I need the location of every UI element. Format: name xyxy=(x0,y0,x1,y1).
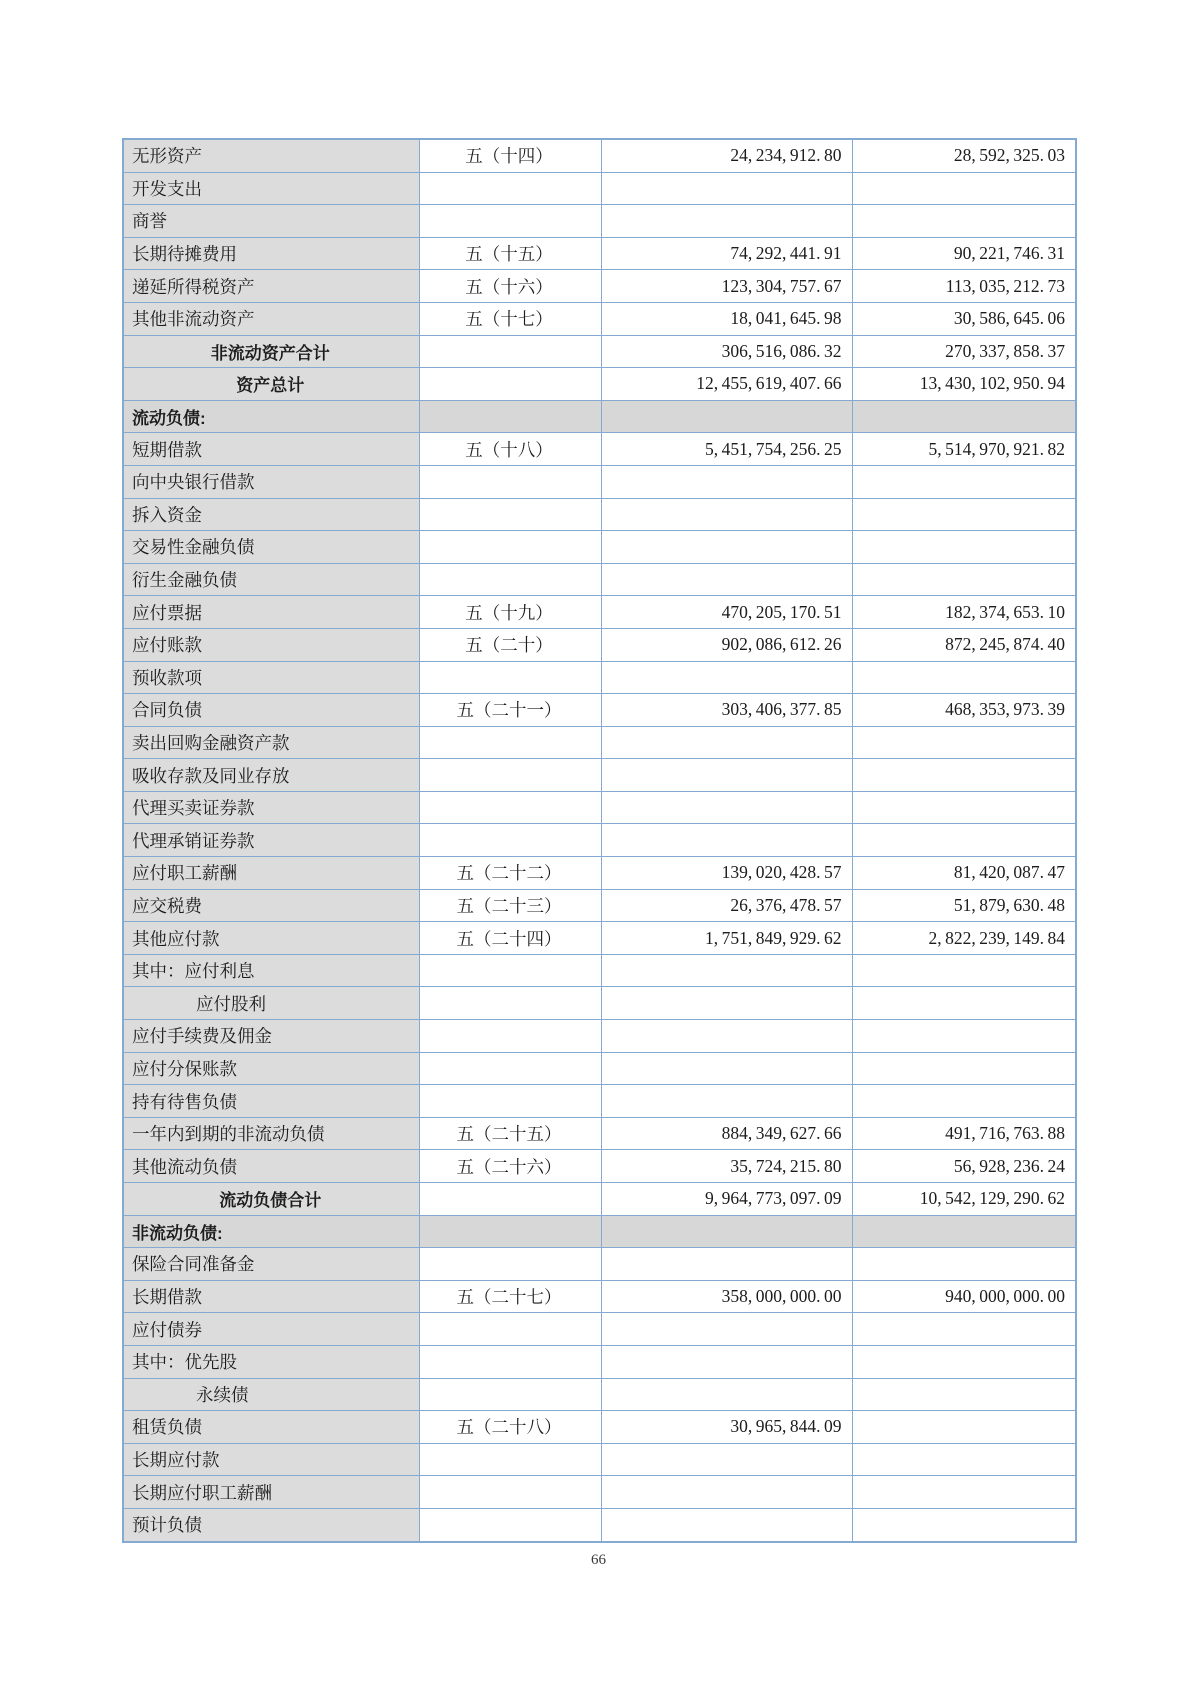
note-cell: 五（二十四） xyxy=(419,922,601,955)
amount-prior-cell xyxy=(852,465,1076,498)
amount-prior-cell xyxy=(852,1085,1076,1118)
amount-prior-cell xyxy=(852,791,1076,824)
amount-prior-cell xyxy=(852,400,1076,433)
item-cell: 永续债 xyxy=(123,1378,419,1411)
item-cell: 其他非流动资产 xyxy=(123,302,419,335)
note-cell: 五（二十六） xyxy=(419,1150,601,1183)
note-cell: 五（二十七） xyxy=(419,1280,601,1313)
amount-current-cell xyxy=(601,498,852,531)
balance-sheet-body xyxy=(123,139,1076,1542)
note-cell: 五（二十五） xyxy=(419,1117,601,1150)
amount-prior-cell: 30, 586, 645. 06 xyxy=(852,302,1076,335)
amount-prior-cell xyxy=(852,1313,1076,1346)
item-cell: 应付手续费及佣金 xyxy=(123,1020,419,1053)
total-row xyxy=(123,368,1076,401)
table-row xyxy=(123,1020,1076,1053)
table-row xyxy=(123,1085,1076,1118)
item-cell: 开发支出 xyxy=(123,172,419,205)
amount-prior-cell: 51, 879, 630. 48 xyxy=(852,889,1076,922)
amount-current-cell: 30, 965, 844. 09 xyxy=(601,1411,852,1444)
table-row xyxy=(123,1345,1076,1378)
table-row xyxy=(123,1313,1076,1346)
amount-current-cell: 18, 041, 645. 98 xyxy=(601,302,852,335)
note-cell: 五（二十三） xyxy=(419,889,601,922)
table-row xyxy=(123,302,1076,335)
note-cell xyxy=(419,1052,601,1085)
amount-prior-cell xyxy=(852,1476,1076,1509)
amount-current-cell xyxy=(601,205,852,238)
item-cell: 应付职工薪酬 xyxy=(123,857,419,890)
section-row xyxy=(123,400,1076,433)
table-row xyxy=(123,922,1076,955)
note-cell xyxy=(419,1248,601,1281)
note-cell xyxy=(419,824,601,857)
note-cell xyxy=(419,726,601,759)
table-row xyxy=(123,1411,1076,1444)
item-cell: 应付票据 xyxy=(123,596,419,629)
table-row xyxy=(123,857,1076,890)
amount-current-cell: 1, 751, 849, 929. 62 xyxy=(601,922,852,955)
amount-current-cell xyxy=(601,465,852,498)
item-cell: 其他流动负债 xyxy=(123,1150,419,1183)
note-cell: 五（二十八） xyxy=(419,1411,601,1444)
amount-current-cell xyxy=(601,726,852,759)
table-row xyxy=(123,889,1076,922)
item-cell: 商誉 xyxy=(123,205,419,238)
total-row xyxy=(123,1183,1076,1216)
note-cell: 五（十七） xyxy=(419,302,601,335)
item-cell: 长期应付职工薪酬 xyxy=(123,1476,419,1509)
table-row xyxy=(123,1476,1076,1509)
table-row xyxy=(123,1443,1076,1476)
item-cell: 向中央银行借款 xyxy=(123,465,419,498)
note-cell: 五（十四） xyxy=(419,139,601,172)
amount-prior-cell xyxy=(852,563,1076,596)
amount-current-cell: 9, 964, 773, 097. 09 xyxy=(601,1183,852,1216)
note-cell: 五（二十） xyxy=(419,628,601,661)
note-cell xyxy=(419,954,601,987)
table-row xyxy=(123,1052,1076,1085)
balance-sheet-table xyxy=(122,138,1077,1543)
item-cell: 短期借款 xyxy=(123,433,419,466)
amount-prior-cell: 5, 514, 970, 921. 82 xyxy=(852,433,1076,466)
amount-current-cell xyxy=(601,1508,852,1541)
item-cell: 应付分保账款 xyxy=(123,1052,419,1085)
amount-current-cell xyxy=(601,1345,852,1378)
note-cell xyxy=(419,759,601,792)
table-row xyxy=(123,987,1076,1020)
item-cell: 应付账款 xyxy=(123,628,419,661)
item-cell: 预计负债 xyxy=(123,1508,419,1541)
table-row xyxy=(123,1280,1076,1313)
table-row xyxy=(123,661,1076,694)
amount-current-cell xyxy=(601,563,852,596)
item-cell: 卖出回购金融资产款 xyxy=(123,726,419,759)
item-cell: 应付股利 xyxy=(123,987,419,1020)
amount-current-cell: 5, 451, 754, 256. 25 xyxy=(601,433,852,466)
table-row xyxy=(123,172,1076,205)
table-row xyxy=(123,694,1076,727)
item-cell: 交易性金融负债 xyxy=(123,531,419,564)
table-row xyxy=(123,1508,1076,1541)
amount-current-cell xyxy=(601,400,852,433)
item-cell: 非流动负债: xyxy=(123,1215,419,1248)
amount-current-cell xyxy=(601,759,852,792)
section-row xyxy=(123,1215,1076,1248)
amount-prior-cell xyxy=(852,824,1076,857)
item-cell: 其他应付款 xyxy=(123,922,419,955)
table-row xyxy=(123,531,1076,564)
note-cell: 五（十六） xyxy=(419,270,601,303)
amount-prior-cell xyxy=(852,987,1076,1020)
amount-current-cell: 35, 724, 215. 80 xyxy=(601,1150,852,1183)
table-row xyxy=(123,954,1076,987)
amount-current-cell xyxy=(601,1378,852,1411)
amount-current-cell: 902, 086, 612. 26 xyxy=(601,628,852,661)
amount-current-cell: 74, 292, 441. 91 xyxy=(601,237,852,270)
item-cell: 一年内到期的非流动负债 xyxy=(123,1117,419,1150)
amount-prior-cell: 491, 716, 763. 88 xyxy=(852,1117,1076,1150)
table-row xyxy=(123,596,1076,629)
amount-current-cell xyxy=(601,1443,852,1476)
note-cell xyxy=(419,531,601,564)
table-row xyxy=(123,563,1076,596)
amount-prior-cell: 182, 374, 653. 10 xyxy=(852,596,1076,629)
item-cell: 流动负债: xyxy=(123,400,419,433)
note-cell xyxy=(419,368,601,401)
item-cell: 预收款项 xyxy=(123,661,419,694)
item-cell: 吸收存款及同业存放 xyxy=(123,759,419,792)
amount-prior-cell xyxy=(852,498,1076,531)
amount-current-cell xyxy=(601,824,852,857)
amount-prior-cell xyxy=(852,1345,1076,1378)
amount-current-cell: 470, 205, 170. 51 xyxy=(601,596,852,629)
amount-prior-cell: 270, 337, 858. 37 xyxy=(852,335,1076,368)
amount-current-cell: 24, 234, 912. 80 xyxy=(601,139,852,172)
note-cell xyxy=(419,791,601,824)
amount-prior-cell xyxy=(852,1020,1076,1053)
item-cell: 应付债券 xyxy=(123,1313,419,1346)
amount-current-cell xyxy=(601,1313,852,1346)
table-row xyxy=(123,824,1076,857)
table-row xyxy=(123,433,1076,466)
table-row xyxy=(123,498,1076,531)
note-cell xyxy=(419,1378,601,1411)
amount-current-cell: 303, 406, 377. 85 xyxy=(601,694,852,727)
amount-current-cell xyxy=(601,1215,852,1248)
item-cell: 拆入资金 xyxy=(123,498,419,531)
note-cell: 五（二十二） xyxy=(419,857,601,890)
amount-prior-cell: 13, 430, 102, 950. 94 xyxy=(852,368,1076,401)
table-row xyxy=(123,1378,1076,1411)
table-row xyxy=(123,1248,1076,1281)
note-cell xyxy=(419,205,601,238)
item-cell: 合同负债 xyxy=(123,694,419,727)
item-cell: 非流动资产合计 xyxy=(123,335,419,368)
amount-current-cell xyxy=(601,661,852,694)
amount-prior-cell: 468, 353, 973. 39 xyxy=(852,694,1076,727)
note-cell xyxy=(419,465,601,498)
note-cell: 五（十八） xyxy=(419,433,601,466)
amount-current-cell xyxy=(601,791,852,824)
amount-current-cell: 884, 349, 627. 66 xyxy=(601,1117,852,1150)
note-cell xyxy=(419,1345,601,1378)
table-row xyxy=(123,139,1076,172)
item-cell: 租赁负债 xyxy=(123,1411,419,1444)
table-row xyxy=(123,237,1076,270)
note-cell: 五（十五） xyxy=(419,237,601,270)
item-cell: 持有待售负债 xyxy=(123,1085,419,1118)
amount-current-cell xyxy=(601,1085,852,1118)
note-cell xyxy=(419,1215,601,1248)
note-cell xyxy=(419,400,601,433)
table-row xyxy=(123,726,1076,759)
item-cell: 长期待摊费用 xyxy=(123,237,419,270)
note-cell xyxy=(419,987,601,1020)
item-cell: 流动负债合计 xyxy=(123,1183,419,1216)
total-row xyxy=(123,335,1076,368)
amount-prior-cell: 28, 592, 325. 03 xyxy=(852,139,1076,172)
amount-prior-cell: 81, 420, 087. 47 xyxy=(852,857,1076,890)
amount-prior-cell xyxy=(852,726,1076,759)
note-cell xyxy=(419,661,601,694)
amount-current-cell xyxy=(601,531,852,564)
amount-prior-cell xyxy=(852,205,1076,238)
table-row xyxy=(123,791,1076,824)
item-cell: 无形资产 xyxy=(123,139,419,172)
note-cell xyxy=(419,1020,601,1053)
amount-prior-cell xyxy=(852,759,1076,792)
item-cell: 其中：应付利息 xyxy=(123,954,419,987)
amount-current-cell xyxy=(601,172,852,205)
amount-current-cell xyxy=(601,1052,852,1085)
amount-prior-cell xyxy=(852,1378,1076,1411)
note-cell xyxy=(419,1476,601,1509)
table-row xyxy=(123,628,1076,661)
item-cell: 应交税费 xyxy=(123,889,419,922)
amount-prior-cell: 940, 000, 000. 00 xyxy=(852,1280,1076,1313)
amount-current-cell xyxy=(601,1476,852,1509)
amount-prior-cell xyxy=(852,1248,1076,1281)
table-row xyxy=(123,465,1076,498)
item-cell: 递延所得税资产 xyxy=(123,270,419,303)
amount-prior-cell xyxy=(852,1052,1076,1085)
item-cell: 资产总计 xyxy=(123,368,419,401)
note-cell xyxy=(419,1085,601,1118)
note-cell xyxy=(419,498,601,531)
note-cell xyxy=(419,1183,601,1216)
amount-current-cell: 358, 000, 000. 00 xyxy=(601,1280,852,1313)
item-cell: 代理买卖证券款 xyxy=(123,791,419,824)
amount-current-cell xyxy=(601,1020,852,1053)
item-cell: 长期应付款 xyxy=(123,1443,419,1476)
amount-prior-cell: 10, 542, 129, 290. 62 xyxy=(852,1183,1076,1216)
amount-prior-cell xyxy=(852,1411,1076,1444)
amount-prior-cell xyxy=(852,172,1076,205)
amount-current-cell: 123, 304, 757. 67 xyxy=(601,270,852,303)
item-cell: 代理承销证券款 xyxy=(123,824,419,857)
table-row xyxy=(123,1117,1076,1150)
note-cell xyxy=(419,1508,601,1541)
item-cell: 保险合同准备金 xyxy=(123,1248,419,1281)
table-row xyxy=(123,1150,1076,1183)
amount-current-cell xyxy=(601,954,852,987)
item-cell: 长期借款 xyxy=(123,1280,419,1313)
amount-current-cell xyxy=(601,1248,852,1281)
amount-current-cell: 12, 455, 619, 407. 66 xyxy=(601,368,852,401)
page-number: 66 xyxy=(591,1552,606,1568)
note-cell xyxy=(419,172,601,205)
amount-prior-cell xyxy=(852,661,1076,694)
amount-current-cell: 306, 516, 086. 32 xyxy=(601,335,852,368)
note-cell xyxy=(419,1313,601,1346)
table-row xyxy=(123,270,1076,303)
amount-prior-cell xyxy=(852,1443,1076,1476)
item-cell: 衍生金融负债 xyxy=(123,563,419,596)
amount-prior-cell: 90, 221, 746. 31 xyxy=(852,237,1076,270)
amount-prior-cell xyxy=(852,1508,1076,1541)
document-page xyxy=(122,138,1077,1543)
amount-prior-cell: 2, 822, 239, 149. 84 xyxy=(852,922,1076,955)
note-cell xyxy=(419,1443,601,1476)
note-cell xyxy=(419,563,601,596)
note-cell xyxy=(419,335,601,368)
amount-prior-cell: 113, 035, 212. 73 xyxy=(852,270,1076,303)
note-cell: 五（二十一） xyxy=(419,694,601,727)
amount-prior-cell xyxy=(852,954,1076,987)
amount-prior-cell: 56, 928, 236. 24 xyxy=(852,1150,1076,1183)
amount-current-cell: 26, 376, 478. 57 xyxy=(601,889,852,922)
table-row xyxy=(123,205,1076,238)
item-cell: 其中：优先股 xyxy=(123,1345,419,1378)
note-cell: 五（十九） xyxy=(419,596,601,629)
amount-prior-cell xyxy=(852,1215,1076,1248)
amount-current-cell xyxy=(601,987,852,1020)
amount-prior-cell: 872, 245, 874. 40 xyxy=(852,628,1076,661)
table-row xyxy=(123,759,1076,792)
amount-current-cell: 139, 020, 428. 57 xyxy=(601,857,852,890)
amount-prior-cell xyxy=(852,531,1076,564)
